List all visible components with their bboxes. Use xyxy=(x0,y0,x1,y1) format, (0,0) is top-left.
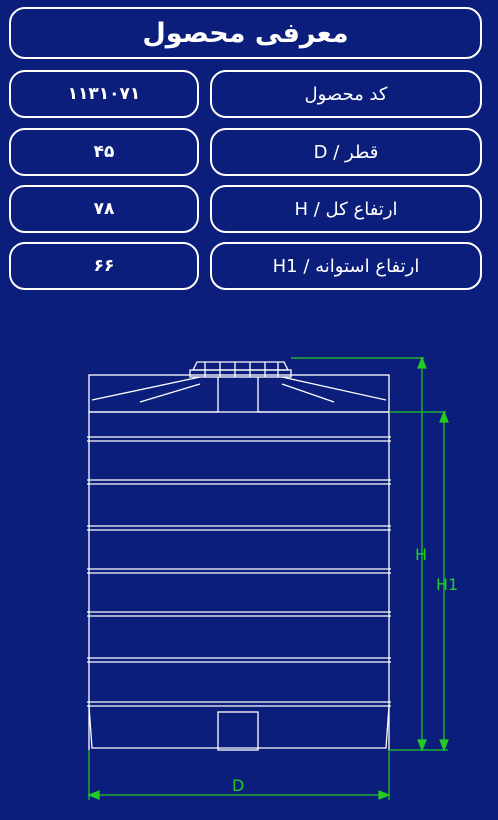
spec-value-total-height: ۷۸ xyxy=(9,185,199,233)
diameter-label: D xyxy=(232,776,245,795)
spec-label-diameter: قطر / D xyxy=(210,128,482,176)
spec-label-total-height: ارتفاع کل / H xyxy=(210,185,482,233)
spec-label-product-code: کد محصول xyxy=(210,70,482,118)
spec-value-cylinder-height: ۶۶ xyxy=(9,242,199,290)
tank-technical-drawing xyxy=(0,340,498,820)
spec-value-product-code: ۱۱۳۱۰۷۱ xyxy=(9,70,199,118)
tank-outline xyxy=(87,362,391,750)
height-label: H xyxy=(415,545,428,564)
dimension-lines xyxy=(89,358,448,800)
page-title xyxy=(9,7,482,59)
spec-label-cylinder-height: ارتفاع استوانه / H1 xyxy=(210,242,482,290)
spec-value-diameter: ۴۵ xyxy=(9,128,199,176)
page-title-text: معرفی محصول xyxy=(142,17,349,49)
cylinder-height-label: H1 xyxy=(436,575,459,594)
